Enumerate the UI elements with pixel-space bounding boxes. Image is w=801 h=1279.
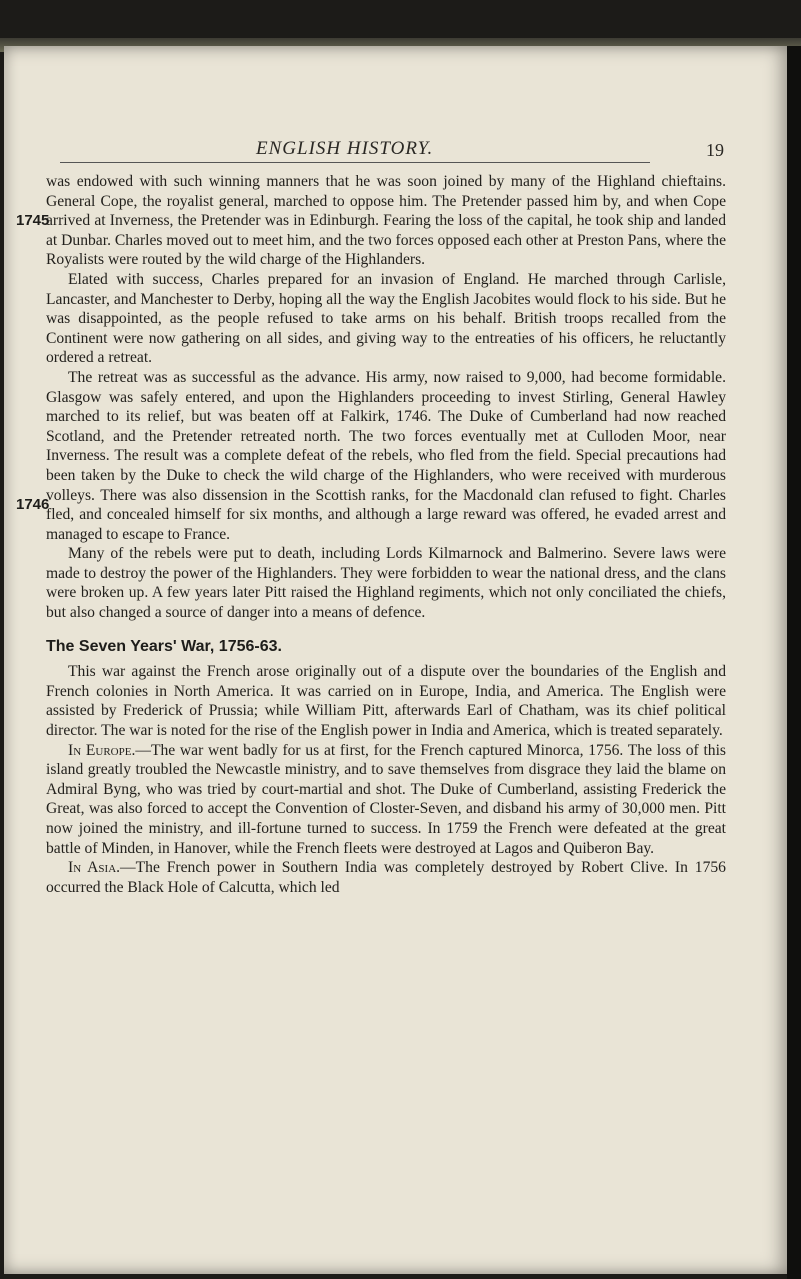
paragraph-1 [46,172,726,270]
paragraph-7 [46,858,726,897]
paragraph-6 [46,741,726,859]
header-rule [60,162,650,163]
margin-date-1745: 1745 [16,212,50,229]
body-text [46,172,726,897]
page-number: 19 [706,140,724,160]
paragraph-7-text: —The French power in Southern India was completely destroyed by Robert Clive. In 1756 occurred the Black Hole of Calcutta, which led [46,859,726,896]
paragraph-4 [46,544,726,622]
paragraph-6-text: —The war went badly for us at first, for the French captured Minorca, 1756. The loss of this island greatly troubled the Newcastle ministry, and to save themselves from disgrace they laid the blame on Admiral Byng, who was tried by court-martial and shot. The Duke of Cumberland, assisting Frederick the Great, was also forced to accept the Convention of Closter-Seven, and disband his army of 30,000 men. Pitt now joined the ministry, and ill-fortune turned to success. In 1759 the French were defeated at the great battle of Minden, in Hanover, while the French fleets were destroyed at Lagos and Quiberon Bay. [46,741,726,857]
page-header [46,136,726,166]
margin-date-1746: 1746 [16,496,50,513]
paragraph-2-text: Elated with success, Charles prepared for an invasion of England. He marched through Carlisle, Lancaster, and Manchester to Derby, hoping all the way the English Jacobites would flock to his side. But he was disappointed, as the people refused to take arms on his behalf. British troops recalled from the Continent were now gathering on all sides, and giving way to the entreaties of his officers, he reluctantly ordered a retreat. [46,270,726,367]
paragraph-5-text: This war against the French arose originally out of a dispute over the boundaries of the English and French colonies in North America. It was carried on in Europe, India, and America. The English were assisted by Frederick of Prussia; while William Pitt, afterwards Earl of Chatham, was its chief political director. The war is noted for the rise of the English power in India and America, which is treated separately. [46,663,726,740]
paragraph-3 [46,368,726,544]
paragraph-3-text: The retreat was as successful as the advance. His army, now raised to 9,000, had become formidable. Glasgow was safely entered, and upon the Highlanders proceeding to invest Stirling, General Hawley marched to its relief, but was beaten off at Falkirk, 1746. The Duke of Cumberland had now reached Scotland, and the Pretender retreated north. The two forces eventually met at Culloden Moor, near Inverness. The result was a complete defeat of the rebels, who fled from the field. Special precautions had been taken by the Duke to check the wild charge of the Highlanders, who were received with murderous volleys. There was also dissension in the Scottish ranks, for the Macdonald clan refused to fight. Charles fled, and concealed himself for six months, and although a large reward was offered, he evaded arrest and managed to escape to France. [46,368,726,543]
page-gutter-shadow [787,46,801,1279]
paragraph-7-lead: In Asia. [68,859,121,877]
paragraph-5 [46,662,726,740]
section-heading: The Seven Years' War, 1756-63. [46,637,282,655]
paragraph-6-lead: In Europe. [68,741,136,759]
paragraph-2 [46,270,726,368]
paragraph-1-text: was endowed with such winning manners that he was soon joined by many of the Highland chieftains. General Cope, the royalist general, marched to oppose him. The Pretender passed him by, and when Cope arrived at Inverness, the Pretender was in Edinburgh. Fearing the loss of the capital, he took ship and landed at Dunbar. Charles moved out to meet him, and the two forces opposed each other at Preston Pans, where the Royalists were routed by the wild charge of the Highlanders. [46,173,726,269]
paragraph-4-text: Many of the rebels were put to death, including Lords Kilmarnock and Balmerino. Severe laws were made to destroy the power of the Highlanders. They were forbidden to wear the national dress, and the clans were broken up. A few years later Pitt raised the Highland regiments, which not only conciliated the chiefs, but also changed a source of danger into a means of defence. [46,545,726,622]
running-head: ENGLISH HISTORY. [256,138,434,159]
